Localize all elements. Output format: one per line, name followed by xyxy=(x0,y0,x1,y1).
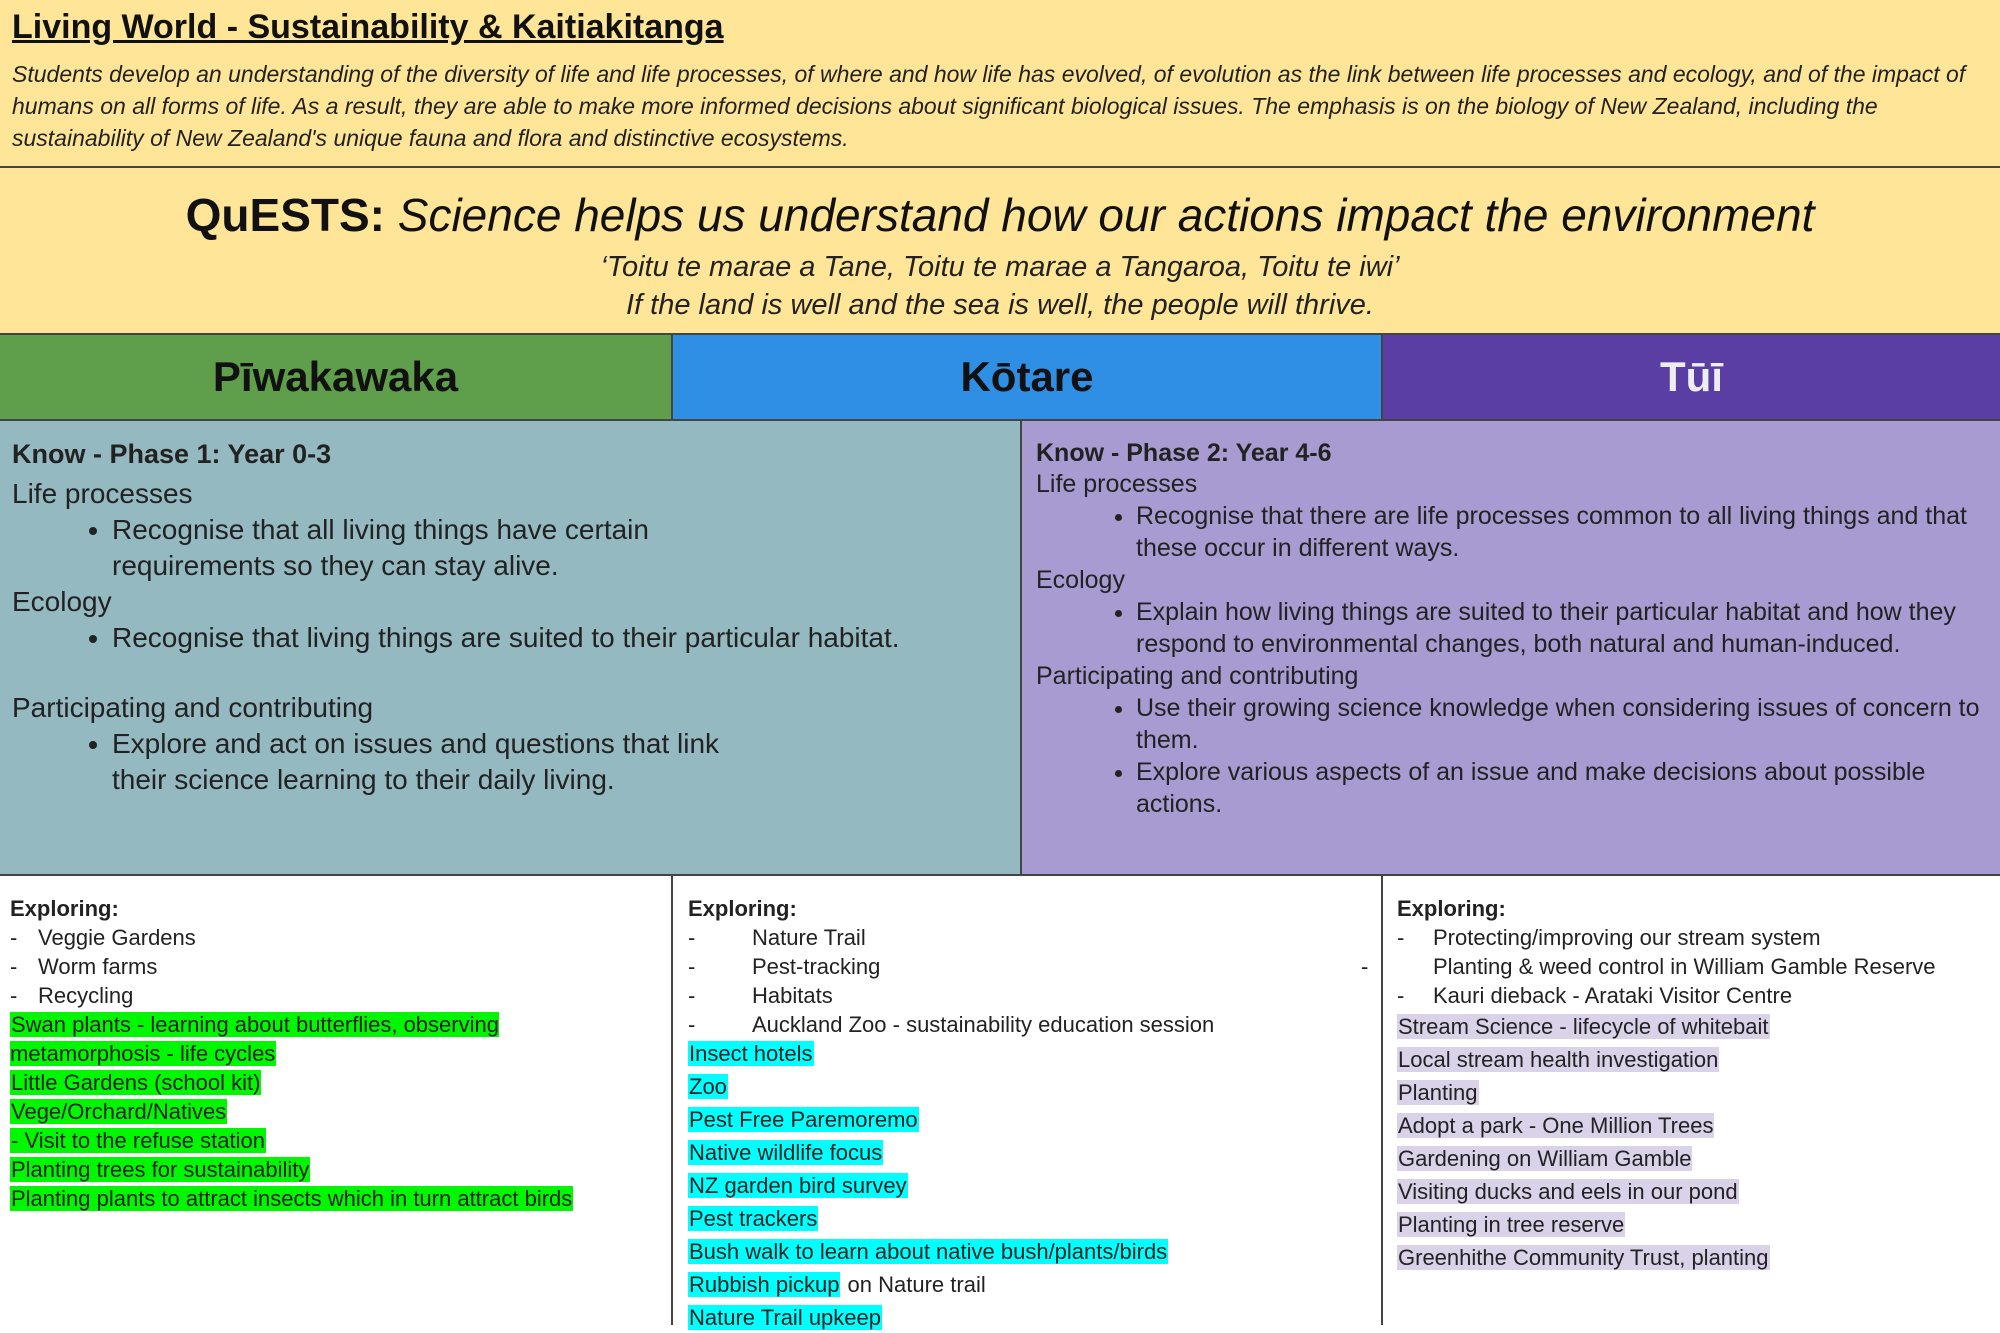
group-header-kotare: Kōtare xyxy=(673,335,1383,421)
list-item: - Kauri dieback - Arataki Visitor Centre xyxy=(1397,983,1793,1008)
phase2-title: Know - Phase 2: Year 4-6 xyxy=(1036,439,1332,467)
list-item: - Pest-tracking xyxy=(688,954,881,979)
overview-banner xyxy=(0,0,2000,168)
highlighted-activity: Gardening on William Gamble xyxy=(1398,1146,1692,1171)
list-item: • Recognise that all living things have certain requirements so they can stay alive. xyxy=(112,512,1008,584)
exploring-label: Exploring: xyxy=(688,896,797,921)
section-heading: Ecology xyxy=(1036,566,1125,594)
bullet-list xyxy=(12,726,1008,798)
highlighted-activity: Adopt a park - One Million Trees xyxy=(1398,1113,1714,1138)
list-item: • Recognise that there are life processes common to all living things and that these occur in different ways. xyxy=(1136,500,1986,564)
list-item: • Explore various aspects of an issue and make decisions about possible actions. xyxy=(1136,756,1986,820)
quests-banner xyxy=(0,168,2000,335)
highlighted-activity: Native wildlife focus xyxy=(689,1140,883,1165)
highlighted-activity: Nature Trail upkeep xyxy=(689,1305,881,1330)
highlighted-activity: Vege/Orchard/Natives xyxy=(11,1099,227,1124)
list-item: - Nature Trail xyxy=(688,925,866,950)
exploring-label: Exploring: xyxy=(10,896,119,921)
bullet-list xyxy=(1036,500,1986,564)
phase2-panel xyxy=(1022,421,2000,876)
list-item: - Planting & weed control in William Gamble Reserve xyxy=(1361,954,1936,979)
quests-label: QuESTS: xyxy=(185,189,385,241)
section-heading: Participating and contributing xyxy=(12,692,374,723)
list-item: - Veggie Gardens xyxy=(10,925,196,950)
page-title: Living World - Sustainability & Kaitiakitanga xyxy=(12,8,724,46)
quests-line xyxy=(0,188,2000,242)
phase1-title: Know - Phase 1: Year 0-3 xyxy=(12,439,332,469)
section-heading: Participating and contributing xyxy=(1036,662,1359,690)
exploring-label: Exploring: xyxy=(1397,896,1506,921)
bullet-list xyxy=(12,620,1008,656)
highlighted-activity: Pest Free Paremoremo xyxy=(689,1107,918,1132)
section-heading: Life processes xyxy=(1036,470,1198,498)
whakatauki-translation: If the land is well and the sea is well, the people will thrive. xyxy=(626,289,1374,321)
highlighted-activity: Local stream health investigation xyxy=(1398,1047,1719,1072)
highlighted-activity: Insect hotels xyxy=(689,1041,813,1066)
list-item: - Habitats xyxy=(688,983,833,1008)
list-item: - Protecting/improving our stream system xyxy=(1397,925,1821,950)
highlighted-activity: Greenhithe Community Trust, planting xyxy=(1398,1245,1769,1270)
highlighted-activity: Zoo xyxy=(689,1074,727,1099)
highlighted-activity: Stream Science - lifecycle of whitebait xyxy=(1398,1014,1769,1039)
quests-statement: Science helps us understand how our actions impact the environment xyxy=(384,189,1815,241)
list-item: • Recognise that living things are suited to their particular habitat. xyxy=(112,620,1008,656)
highlighted-activity: Planting plants to attract insects which in turn attract birds xyxy=(11,1186,573,1211)
highlighted-activity: Swan plants - learning about butterflies, observing metamorphosis - life cycles xyxy=(10,1012,499,1066)
phase1-panel xyxy=(0,421,1022,876)
group-header-tui: Tūī xyxy=(1383,335,2000,421)
strand-description: Students develop an understanding of the diversity of life and life processes, of where and how life has evolved, of evolution as the link between life processes and ecology, and of the impact of humans on all forms of life. As a result, they are able to make more informed decisions about significant biological issues. The emphasis is on the biology of New Zealand, including the sustainability of New Zealand's unique fauna and flora and distinctive ecosystems. xyxy=(12,61,1966,151)
highlighted-activity: Pest trackers xyxy=(689,1206,818,1231)
list-item: • Explore and act on issues and questions that link their science learning to their daily living. xyxy=(112,726,1008,798)
highlighted-activity: Rubbish pickup on Nature trail xyxy=(689,1272,986,1297)
highlighted-activity: Planting in tree reserve xyxy=(1398,1212,1625,1237)
list-item: • Explain how living things are suited to their particular habitat and how they respond to environmental changes, both natural and human-induced. xyxy=(1136,596,1986,660)
section-heading: Life processes xyxy=(12,478,193,509)
highlighted-activity: Visiting ducks and eels in our pond xyxy=(1398,1179,1738,1204)
list-item: - Worm farms xyxy=(10,954,158,979)
highlighted-activity: Planting xyxy=(1398,1080,1478,1105)
whakatauki: ‘Toitu te marae a Tane, Toitu te marae a Tangaroa, Toitu te iwi’ xyxy=(600,251,1400,283)
highlighted-activity: Planting trees for sustainability xyxy=(11,1157,310,1182)
bullet-list xyxy=(1036,692,1986,820)
highlighted-activity: Bush walk to learn about native bush/plants/birds xyxy=(689,1239,1168,1264)
bullet-list xyxy=(1036,596,1986,660)
list-item: • Use their growing science knowledge when considering issues of concern to them. xyxy=(1136,692,1986,756)
exploring-column-tui xyxy=(1361,876,2000,1325)
highlighted-activity: Little Gardens (school kit) xyxy=(11,1070,261,1095)
highlighted-activity: NZ garden bird survey xyxy=(689,1173,907,1198)
exploring-column-kotare xyxy=(673,876,1383,1330)
bullet-list xyxy=(12,512,1008,584)
highlighted-activity: - Visit to the refuse station xyxy=(11,1128,265,1153)
exploring-column-piwakawaka xyxy=(0,876,673,1325)
group-header-piwakawaka: Pīwakawaka xyxy=(0,335,673,421)
list-item: - Auckland Zoo - sustainability education session xyxy=(688,1012,1215,1037)
list-item: - Recycling xyxy=(10,983,134,1008)
section-heading: Ecology xyxy=(12,586,112,617)
